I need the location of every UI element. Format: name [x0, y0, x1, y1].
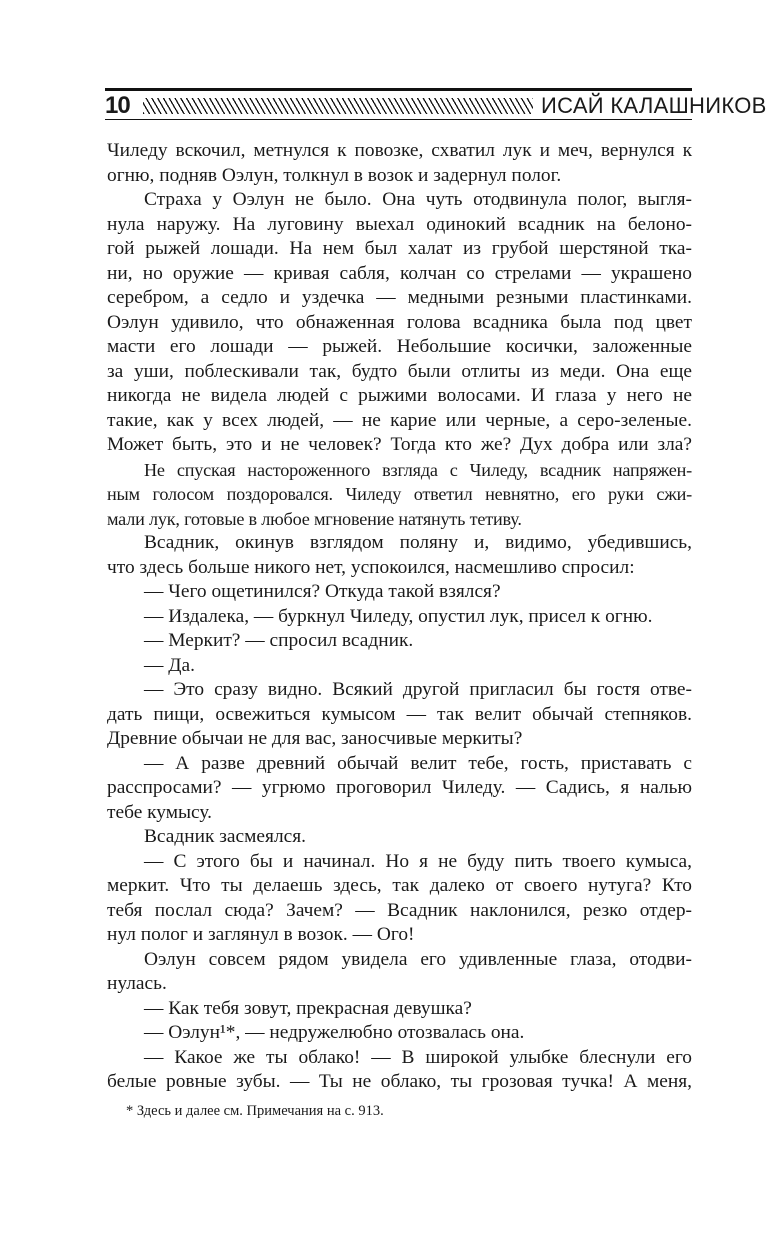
text-line: Может быть, это и не человек? Тогда кто же? Дух добра или зла? [107, 434, 692, 455]
paragraph [107, 580, 692, 605]
page-number: 10 [105, 92, 130, 119]
text-line: Страха у Оэлун не было. Она чуть отодвинула полог, выгля- [144, 189, 692, 210]
paragraph [107, 188, 692, 458]
text-line: гой рыжей лошади. На нем был халат из грубой шерстяной тка- [107, 238, 692, 259]
paragraph [107, 678, 692, 752]
text-line: — С этого бы и начинал. Но я не буду пить твоего кумыса, [144, 850, 692, 872]
text-line: Всадник засмеялся. [144, 826, 306, 847]
paragraph [107, 1046, 692, 1095]
text-line: серебром, а седло и уздечка — медными резными пластинками. [107, 287, 692, 308]
paragraph [107, 997, 692, 1022]
running-header [105, 88, 767, 122]
paragraph [107, 825, 692, 850]
text-line: мали лук, готовые в любое мгновение натянуть тетиву. [107, 508, 522, 529]
text-line: Чиледу вскочил, метнулся к повозке, схватил лук и меч, вернулся к [107, 140, 692, 161]
text-line: нулась. [107, 973, 167, 994]
text-line: — Меркит? — спросил всадник. [144, 630, 414, 651]
paragraph [107, 654, 692, 679]
paragraph [107, 458, 692, 532]
body-text [107, 139, 692, 1095]
paragraph [107, 605, 692, 630]
text-line: что здесь больше никого нет, успокоился, насмешливо спросил: [107, 556, 635, 578]
text-line: дать пищи, освежиться кумысом — так велит обычай степняков. [107, 703, 692, 725]
footnote-reference-text: ¹*, — недружелюбно отозвалась она. [219, 1022, 525, 1043]
text-line [107, 1021, 692, 1046]
text-line: нул полог и заглянул в возок. — Ого! [107, 924, 415, 945]
text-line: тебе кумысу. [107, 801, 212, 823]
text-line: огню, подняв Оэлун, толкнул в возок и задернул полог. [107, 164, 562, 186]
paragraph [107, 948, 692, 997]
text-line: Оэлун совсем рядом увидела его удивленные глаза, отодви- [144, 948, 692, 970]
text-line: — Издалека, — буркнул Чиледу, опустил лук, присел к огню. [144, 605, 653, 627]
text-line: ни, но оружие — кривая сабля, колчан со стрелами — украшено [107, 262, 692, 284]
text-line: — Это сразу видно. Всякий другой пригласил бы гостя отве- [144, 679, 692, 700]
text-line: — Да. [144, 654, 195, 676]
text-line: белые ровные зубы. — Ты не облако, ты грозовая тучка! А меня, [107, 1071, 692, 1092]
author-name: ИСАЙ КАЛАШНИКОВ [541, 93, 767, 118]
paragraph [107, 531, 692, 580]
text-line: тебя послал сюда? Зачем? — Всадник наклонился, резко отдер- [107, 899, 692, 921]
text-line: Не спуская настороженного взгляда с Чиледу, всадник напряжен- [144, 459, 692, 480]
text-line: — А разве древний обычай велит тебе, гость, приставать с [144, 752, 692, 774]
text-line: Оэлун удивило, что обнаженная голова всадника была под цвет [107, 311, 692, 333]
text-line: расспросами? — угрюмо проговорил Чиледу. — Садись, я налью [107, 777, 692, 798]
header-hatch-ornament [143, 98, 533, 114]
text-line: — Чего ощетинился? Откуда такой взялся? [144, 581, 501, 602]
speech-name: — Оэлун [144, 1022, 220, 1043]
text-line: такие, как у всех людей, — не карие или черные, а серо-зеленые. [107, 409, 692, 431]
text-line: — Какое же ты облако! — В широкой улыбке блеснули его [144, 1046, 692, 1068]
text-line: масти его лошади — рыжей. Небольшие косички, заложенные [107, 336, 692, 357]
text-line: — Как тебя зовут, прекрасная девушка? [144, 997, 472, 1019]
paragraph [107, 850, 692, 948]
text-line: нула наружу. На луговину выехал одинокий всадник на белоно- [107, 213, 692, 235]
text-line: за уши, поблескивали так, будто были отлиты из меди. Она еще [107, 360, 692, 382]
text-line: никогда не видела людей с рыжими волосами. И глаза у него не [107, 385, 692, 406]
text-line: ным голосом поздоровался. Чиледу ответил невнятно, его руки сжи- [107, 484, 692, 504]
header-bottom-rule [105, 119, 692, 120]
footnote: * Здесь и далее см. Примечания на с. 913. [126, 1103, 384, 1119]
text-line: Всадник, окинув взглядом поляну и, видимо, убедившись, [144, 532, 692, 553]
paragraph [107, 139, 692, 188]
text-line: меркит. Что ты делаешь здесь, так далеко от своего нутуга? Кто [107, 875, 692, 896]
paragraph [107, 629, 692, 654]
paragraph [107, 1021, 692, 1046]
header-top-rule [105, 88, 692, 91]
paragraph [107, 752, 692, 826]
text-line: Древние обычаи не для вас, заносчивые меркиты? [107, 728, 523, 749]
